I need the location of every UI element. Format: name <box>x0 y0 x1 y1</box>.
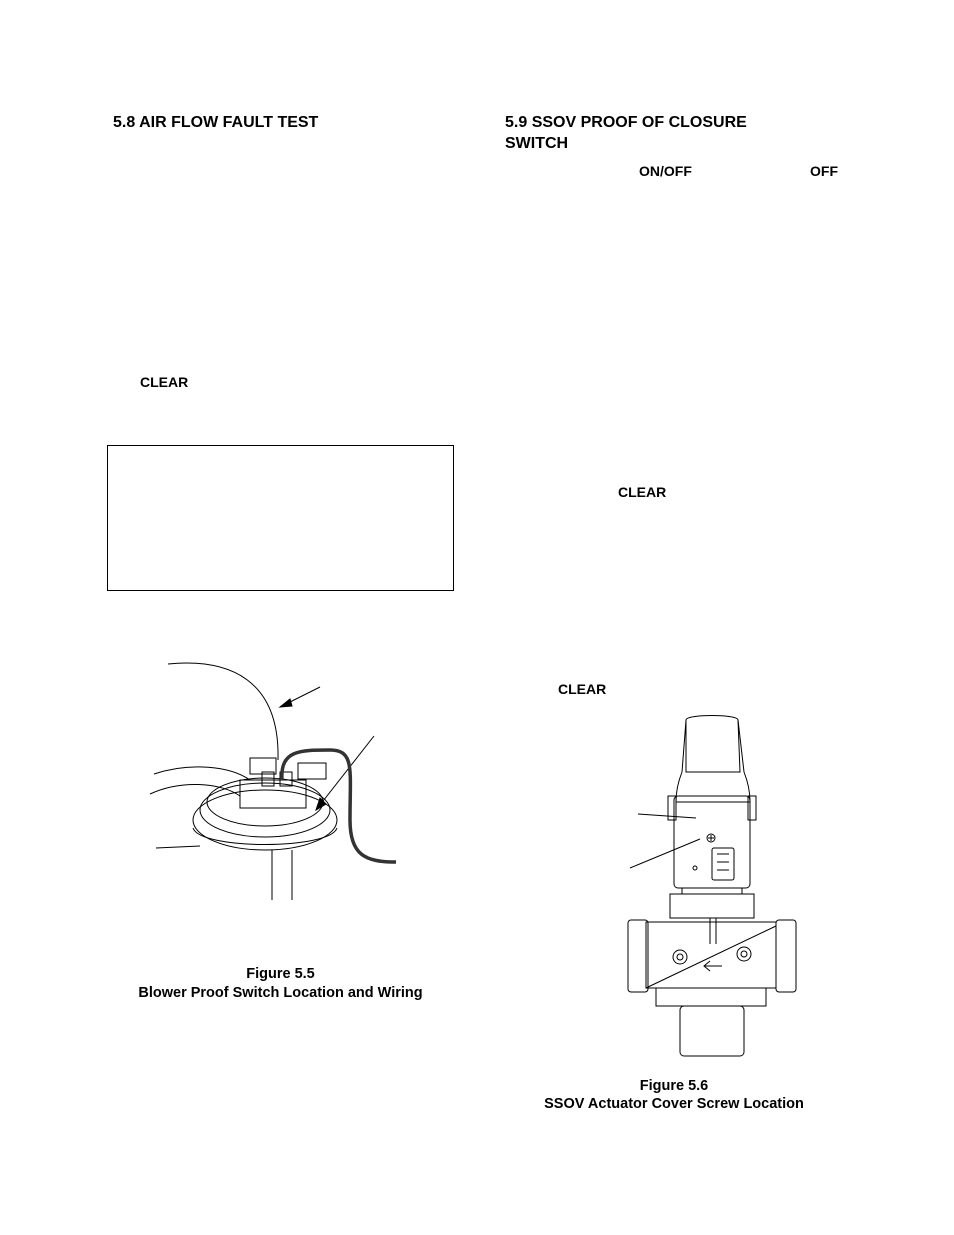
section-heading-5-9-line1: 5.9 SSOV PROOF OF CLOSURE <box>505 114 747 131</box>
clear-keyword-left: CLEAR <box>140 374 189 390</box>
off-keyword: OFF <box>810 163 838 179</box>
onoff-keyword: ON/OFF <box>639 163 692 179</box>
figure-5-5-number: Figure 5.5 <box>246 966 315 982</box>
section-heading-5-8: 5.8 AIR FLOW FAULT TEST <box>113 114 319 131</box>
section-heading-5-9-line2: SWITCH <box>505 135 569 152</box>
figure-5-6-number: Figure 5.6 <box>639 1078 709 1094</box>
figure-5-5-title: Blower Proof Switch Location and Wiring <box>138 985 423 1001</box>
note-box <box>107 445 454 591</box>
clear-keyword-right-2: CLEAR <box>558 681 607 697</box>
clear-keyword-right-1: CLEAR <box>618 484 667 500</box>
blower-proof-switch-figure <box>140 650 420 910</box>
figure-5-6-title: SSOV Actuator Cover Screw Location <box>544 1096 804 1112</box>
ssov-actuator-figure <box>598 712 808 1067</box>
